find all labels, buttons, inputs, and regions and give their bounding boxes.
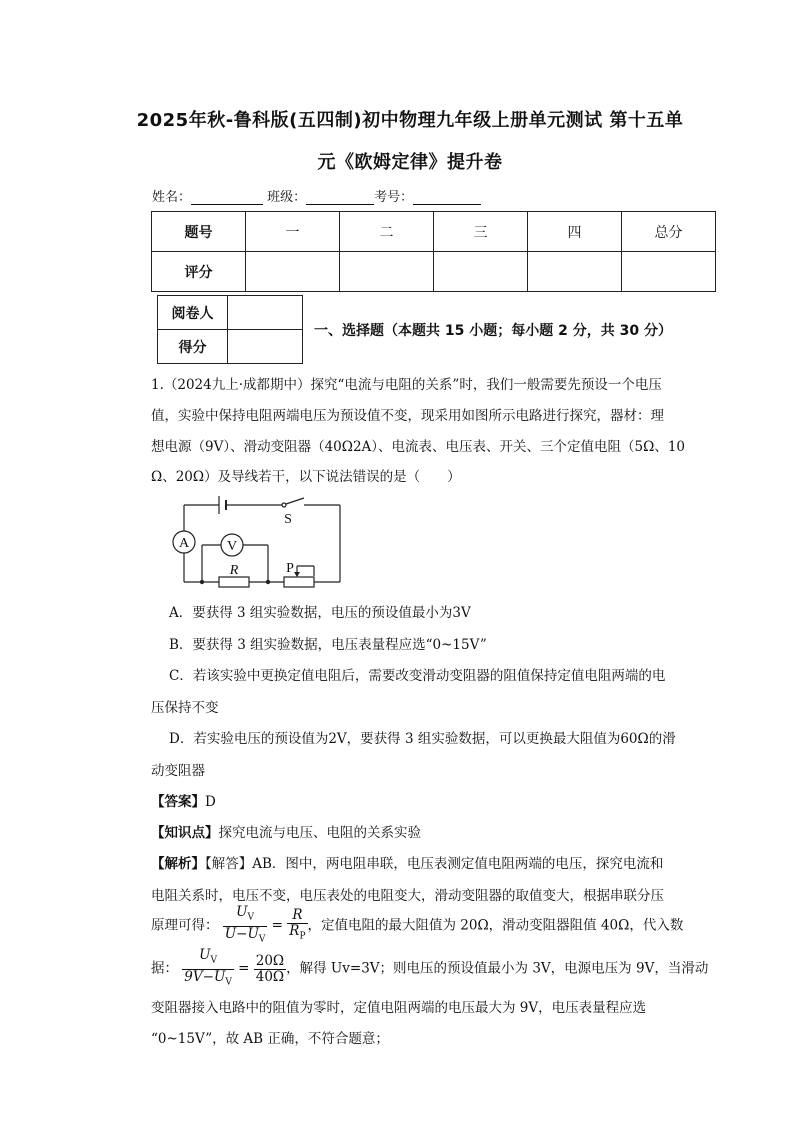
exam-title-line-2: 元《欧姆定律》提升卷 [317,152,503,173]
score-cell[interactable] [528,252,622,292]
option-c-continued: 压保持不变 [151,700,219,716]
equals-sign: = [271,917,283,934]
score-header-cell: 题号 [152,212,246,252]
exam-title-line-1: 2025年秋-鲁科版(五四制)初中物理九年级上册单元测试 第十五单 [136,110,684,131]
analysis-line: 电阻关系时，电压不变，电压表处的电阻变大，滑动变阻器的取值变大，根据串联分压 [151,888,664,904]
circuit-diagram [164,490,350,590]
analysis-label: 【解析】 [151,856,205,872]
analysis-text: 原理可得： [151,917,219,934]
score-header-cell: 总分 [622,212,716,252]
question-line: 想电源（9V）、滑动变阻器（40Ω2A）、电流表、电压表、开关、三个定值电阻（5Ω、10 [151,439,686,455]
student-info-line [152,186,481,205]
fraction-numerator: R [287,908,307,924]
id-label: 考号： [374,190,414,205]
score-cell[interactable] [340,252,434,292]
slider-label: P [286,561,294,576]
rheostat-symbol [284,577,314,587]
name-blank[interactable] [191,191,263,205]
answer-label: 【答案】 [151,794,205,810]
fraction-uv-over-u-minus-uv [223,905,268,947]
junction-dot [266,580,270,584]
option-c[interactable]: C．若该实验中更换定值电阻后，需要改变滑动变阻器的阻值保持定值电阻两端的电 [169,668,666,684]
id-blank[interactable] [413,191,481,205]
ammeter-label: A [178,536,190,551]
option-d-continued: 动变阻器 [151,763,205,779]
score-header-cell: 二 [340,212,434,252]
class-blank[interactable] [306,191,374,205]
analysis-text: 据： [151,960,178,977]
equals-sign: = [238,960,250,977]
analysis-formula-line [151,948,708,990]
option-a[interactable]: A．要获得 3 组实验数据，电压的预设值最小为3V [169,605,471,621]
slider-arrow-head [294,572,300,577]
analysis-formula-line [151,905,683,947]
name-label: 姓名： [152,190,192,205]
knowledge-line [151,821,421,841]
analysis-text: 【解答】AB．图中，两电阻串联，电压表测定值电阻两端的电压，探究电流和 [205,856,664,872]
fraction-uv-over-9v-minus-uv [182,948,234,990]
subscript: V [247,912,255,923]
fraction-denominator: 9V−U [184,968,226,985]
grader-row [158,330,303,364]
resistor-label: R [229,563,239,578]
score-cell[interactable] [622,252,716,292]
grader-score-cell[interactable] [228,330,303,364]
fraction-20-over-40 [254,954,286,985]
answer-line [151,790,216,810]
option-b[interactable]: B．要获得 3 组实验数据，电压表量程应选“0~15V” [169,637,487,653]
section-heading: 一、选择题（本题共 15 小题；每小题 2 分，共 30 分） [314,323,672,339]
switch-blade [286,498,304,504]
analysis-text: ，解得 Uv=3V；则电压的预设值最小为 3V，电源电压为 9V，当滑动 [286,960,709,977]
reviewer-cell[interactable] [228,296,303,330]
fraction-denominator: 40Ω [255,968,285,985]
fraction-numerator: U [236,904,248,920]
analysis-line: “0~15V”，故 AB 正确，不符合题意； [151,1031,389,1047]
reviewer-label: 阅卷人 [158,296,228,330]
grader-score-label: 得分 [158,330,228,364]
switch-contact [282,503,286,507]
score-table-header-row [152,212,716,252]
analysis-line: 变阻器接入电路中的阻值为零时，定值电阻两端的电压最大为 9V，电压表量程应选 [151,1000,647,1016]
junction-dot [200,580,204,584]
score-row-label: 评分 [152,252,246,292]
score-header-cell: 一 [246,212,340,252]
voltmeter-label: V [226,539,238,554]
score-cell[interactable] [246,252,340,292]
question-line: 值，实验中保持电阻两端电压为预设值不变，现采用如图所示电路进行探究，器材：理 [151,408,664,424]
score-header-cell: 三 [434,212,528,252]
subscript: V [258,934,266,945]
analysis-text: ，定值电阻的最大阻值为 20Ω，滑动变阻器阻值 40Ω，代入数 [307,917,684,934]
subscript: V [225,977,232,988]
class-label: 班级： [267,190,307,205]
subscript: V [210,955,217,966]
score-header-cell: 四 [528,212,622,252]
fraction-numerator: U [199,947,211,963]
resistor-symbol [219,577,249,587]
subscript: P [299,931,306,942]
question-line: Ω、20Ω）及导线若干，以下说法错误的是（ ） [151,469,461,485]
fraction-denominator: R [289,922,300,939]
score-table [151,211,716,292]
fraction-denominator: U−U [224,925,259,942]
option-d[interactable]: D．若实验电压的预设值为2V，要获得 3 组实验数据，可以更换最大阻值为60Ω的滑 [169,731,676,747]
knowledge-label: 【知识点】 [151,825,219,841]
score-table-value-row [152,252,716,292]
knowledge-value: 探究电流与电压、电阻的关系实验 [218,825,421,841]
grader-table [157,295,303,364]
fraction-numerator: 20Ω [255,952,285,969]
analysis-line [151,852,663,872]
score-cell[interactable] [434,252,528,292]
switch-label: S [284,512,292,527]
question-line: 1.（2024九上·成都期中）探究“电流与电阻的关系”时，我们一般需要先预设一个电压 [151,377,662,393]
fraction-r-over-rp [287,908,307,945]
grader-row [158,296,303,330]
answer-value: D [205,794,216,810]
